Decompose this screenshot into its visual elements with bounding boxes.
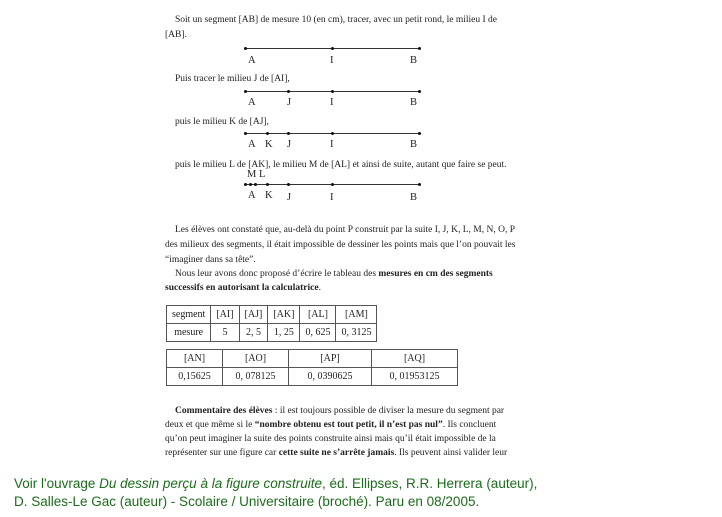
- label-i: I: [330, 97, 334, 108]
- label-b: B: [410, 192, 418, 203]
- label-a: A: [248, 97, 256, 108]
- table-cell: 0, 01953125: [372, 368, 458, 386]
- comment-bold-text: “nombre obtenu est tout petit, il n’est pas nul”: [254, 420, 443, 430]
- point-b-dot: [418, 47, 421, 50]
- table-cell: segment: [167, 306, 211, 324]
- table-cell: [AO]: [223, 350, 289, 368]
- step-3-text: puis le milieu K de [AJ],: [175, 117, 269, 127]
- step-4-text: puis le milieu L de [AK], le milieu M de [AL] et ainsi de suite, autant que faire se peut.: [175, 160, 507, 170]
- point-a-dot: [244, 183, 247, 186]
- label-i: I: [330, 139, 334, 150]
- caption-text: Voir l'ouvrage: [14, 476, 100, 491]
- point-j-dot: [287, 132, 290, 135]
- table-row: [167, 368, 458, 386]
- table-cell: [AK]: [268, 306, 300, 324]
- table-cell: [AI]: [211, 306, 239, 324]
- point-j-dot: [287, 183, 290, 186]
- table-cell: 0, 3125: [336, 324, 377, 342]
- label-k: K: [265, 139, 273, 150]
- label-m: M: [247, 169, 257, 180]
- caption-line-2: D. Salles-Le Gac (auteur) - Scolaire / Universitaire (broché). Paru en 08/2005.: [14, 494, 480, 509]
- table-cell: 0, 078125: [223, 368, 289, 386]
- table-row: [167, 350, 458, 368]
- table-cell: 0,15625: [167, 368, 223, 386]
- point-j-dot: [287, 90, 290, 93]
- label-a: A: [248, 139, 256, 150]
- label-a: A: [248, 190, 256, 201]
- intro-line-1: Soit un segment [AB] de mesure 10 (en cm), tracer, avec un petit rond, le milieu I de: [175, 15, 497, 25]
- label-j: J: [287, 192, 292, 203]
- intro-line-2: [AB].: [165, 30, 187, 40]
- point-k-dot: [266, 132, 269, 135]
- book-title: Du dessin perçu à la figure construite: [99, 476, 323, 491]
- table-cell: [AN]: [167, 350, 223, 368]
- para-1-line-3: “imaginer dans sa tête”.: [165, 255, 256, 265]
- table-cell: mesure: [167, 324, 211, 342]
- label-b: B: [410, 139, 418, 150]
- label-k: K: [265, 190, 273, 201]
- point-k-dot: [266, 183, 269, 186]
- label-i: I: [330, 192, 334, 203]
- comment-text: deux et que même si le: [165, 420, 255, 430]
- table-cell: 1, 25: [268, 324, 300, 342]
- step-2-text: Puis tracer le milieu J de [AI],: [175, 74, 290, 84]
- label-l: L: [259, 169, 266, 180]
- table-cell: 0, 625: [300, 324, 336, 342]
- point-a-dot: [244, 47, 247, 50]
- point-m-dot: [249, 183, 252, 186]
- point-b-dot: [418, 132, 421, 135]
- para-2-text: Nous leur avons donc proposé d’écrire le tableau des: [175, 269, 379, 279]
- table-cell: 2, 5: [239, 324, 268, 342]
- label-j: J: [287, 139, 292, 150]
- table-cell: [AL]: [300, 306, 336, 324]
- label-a: A: [248, 55, 256, 66]
- comment-title: Commentaire des élèves: [175, 406, 273, 416]
- comment-line-3: qu’on peut imaginer la suite des points construite ainsi mais qu’il était impossible de la: [165, 434, 496, 444]
- para-2-line-1: [175, 268, 493, 281]
- table-cell: [AQ]: [372, 350, 458, 368]
- point-b-dot: [418, 90, 421, 93]
- table-cell: [AM]: [336, 306, 377, 324]
- comment-text: représenter sur une figure car: [165, 448, 279, 458]
- point-a-dot: [244, 90, 247, 93]
- table-cell: [AP]: [289, 350, 372, 368]
- measures-table-2: [166, 349, 458, 386]
- para-1-line-1: Les élèves ont constaté que, au-delà du point P construit par la suite I, J, K, L, M, N, O, P: [175, 225, 515, 235]
- comment-bold-text: cette suite ne s’arrête jamais: [278, 448, 395, 458]
- para-1-line-2: des milieux des segments, il était impossible de dessiner les points mais que l’on pouvait les: [165, 240, 516, 250]
- label-i: I: [330, 55, 334, 66]
- comment-line-2: [165, 419, 496, 432]
- table-cell: 0, 0390625: [289, 368, 372, 386]
- point-i-dot: [331, 47, 334, 50]
- point-b-dot: [418, 183, 421, 186]
- point-i-dot: [331, 90, 334, 93]
- comment-line-4: [165, 447, 507, 460]
- table-row: [167, 324, 377, 342]
- point-l-dot: [254, 183, 257, 186]
- table-cell: [AJ]: [239, 306, 268, 324]
- label-b: B: [410, 55, 418, 66]
- point-i-dot: [331, 132, 334, 135]
- table-row: [167, 306, 377, 324]
- comment-text: . Ils peuvent ainsi valider leur: [394, 448, 508, 458]
- caption-text: , éd. Ellipses, R.R. Herrera (auteur),: [322, 476, 538, 491]
- caption-line-1: [14, 476, 537, 491]
- label-b: B: [410, 97, 418, 108]
- comment-text: : il est toujours possible de diviser la mesure du segment par: [272, 406, 505, 416]
- comment-text: . Ils concluent: [442, 420, 497, 430]
- table-cell: 5: [211, 324, 239, 342]
- measures-table-1: [166, 305, 377, 342]
- point-a-dot: [244, 132, 247, 135]
- comment-line-1: [175, 405, 504, 418]
- para-2-line-2: [165, 282, 321, 295]
- point-i-dot: [331, 183, 334, 186]
- label-j: J: [287, 97, 292, 108]
- para-2-bold-line: successifs en autorisant la calculatrice: [165, 283, 319, 293]
- para-2-bold-text: mesures en cm des segments: [378, 269, 493, 279]
- para-2-period: .: [318, 283, 321, 293]
